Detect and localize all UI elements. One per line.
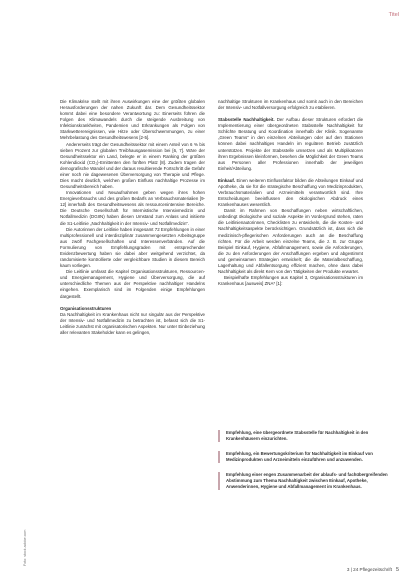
recommendation-boxes (218, 430, 388, 499)
paragraph-text: Der Aufbau dieser Strukturen erfordert die Implementierung einer übergeordneten Stabsstelle Nachhaltigkeit für Schlichte Beratung und Koordination innerhalb der Klinik. Sogenannte „Green Teams“ in den einzelnen Abteilungen oder auf den Stationen können dabei nachhaltiges Handeln im regulären Betrieb zusätzlich unterstützen. Projekte der Stabsstelle umsetzen und als Multiplikatoren ihren Ergebnissen kleinformen, besehen die Möglichkeit der Green Teams aus Personen aller Professionen innerhalb der jeweiligen Einheit/Abteilung. (218, 117, 364, 171)
recommendation-box: Empfehlung einer engen Zusammenarbeit der ablaufs- und fachübergreifenden Abstimmung zum Thema Nachhaltigkeit zwischen Einkauf, Apotheke, Anwenderinnen, Hygiene und Abfallmanagement im Krankenhaus. (218, 472, 388, 490)
inline-heading: Einkauf. (218, 177, 236, 183)
recommendation-box: Empfehlung, eine übergeordnete Stabsstelle für Nachhaltigkeit in den Krankenhäusern einzurichten. (218, 430, 388, 442)
paragraph: Die Klimakrise stellt mit ihren Auswirkungen eine der größten globalen Herausforderungen der nahen Zukunft dar. Dem Gesundheitssektor kommt dabei eine besondere Verantwortung zu: Einerseits führen die Folgen des Klimawandels durch die steigende Ausbreitung von Infektionskrankheiten, Pandemien und Erkrankungen als Folgen von Starkwetterereignissen, wie Hitze oder Überschwemmungen, zu einer Mehrbelastung des Gesundheitswesens [2-5]. (60, 99, 205, 141)
journal-name: 3 | 24 Pflegezeitschrift (346, 567, 392, 572)
right-column (218, 99, 363, 287)
paragraph (218, 178, 363, 208)
paragraph (218, 117, 363, 172)
photo-credit: Foto: stock.adobe.com (23, 529, 27, 566)
inline-heading: Stabsstelle Nachhaltigkeit. (218, 117, 275, 123)
paragraph: nachhaltige Strukturen im Krankenhaus und somit auch in den Bereichen der Intensiv- und Notfallversorgung erfolgreich zu etablieren. (218, 99, 363, 111)
recommendation-box: Empfehlung, ein Bewertungskriterium für Nachhaltigkeit im Einkauf von Medizinprodukten und Arzneimitteln einzuführen und anzuwenden. (218, 451, 388, 463)
page-number: 5 (396, 567, 399, 573)
paragraph: Andererseits trägt der Gesundheitssektor mit einem Anteil von 6 % bis sieben Prozent zur globalen Treibhausgasemission bei [6, 7]. Wäre der Gesundheitssektor ein Land, belegte er in einem Ranking der größten Kohlendioxid (CO₂)-Emittenten den fünften Platz [8]. Zudem tragen der demografische Wandel und der daraus resultierende Fortschritt die Gefahr einer noch nie dagewesenen Überversorgung von Therapie und Pflege. Dies macht deutlich, welchen großen Einfluss nachhaltige Prozesse im Gesundheitsbereich haben. (60, 141, 205, 190)
section-label: Titel (388, 12, 399, 18)
paragraph: Die Autorinnen der Leitlinie haben insgesamt 72 Empfehlungen in einer multiprofessionell und interdisziplinär zusammengesetzten Arbeitsgruppe aus zwölf Fachgesellschaften und Interessenverbänden. Auf die Formulierung von Empfehlungsgraden mit entsprechender Evidenzbewertung haben sie dabei aber weitgehend verzichtet, da randomisierte kontrollierte oder vergleichbare Studien in diesem Bereich kaum vorliegen. (60, 226, 205, 269)
page-footer (347, 567, 399, 573)
paragraph: Damit im Rahmen von Beschaffungen neben wirtschaftlichen, unbedingt ökologische und soziale Aspekte im Vordergrund stehen, raten die Leitlinienautorinnen, Checklisten zu entwickeln, die die Kosten- und Nachhaltigkeitsaspekte berücksichtigen. Grundsätzlich ist, dass sich die medizinisch-pflegerischen Anforderungen auch an die Beschaffung richten. Für die Arbeit werden einzelne Teams, die z. B. zur Gruppe Beispiel Einkauf, Hygiene, Abfallmanagement, sowie die Anforderungen, die zu den Anforderungen der Anschaffungen ergeben und abgestimmt und gemeinsamen Strategien entwickelt; die die Materialbeschaffung, Lagerhaltung und Abfallentsorgung effizient machen, ohne dass dabei Nachhaltigkeit als direkt Kern von den Tätigkeiten der Produkte erwartet. (218, 208, 363, 275)
paragraph: Die Leitlinie umfasst die Kapitel Organisationsstrukturen, Ressourcen- und Energiemanagement, Hygiene und Überversorgung, die auf unterschiedliche Themen aus der Perspektive nachhaltiger Handelns eingehen. Exemplarisch sind im Folgenden einige Empfehlungen dargestellt. (60, 269, 205, 299)
left-column (60, 99, 205, 336)
paragraph: Da Nachhaltigkeit im Krankenhaus nicht nur singulär aus der Perspektive der Intensiv- und Notfallmedizin zu betrachten ist, befasst sich die S1-Leitlinie zunächst mit organisatorischen Aspekten. Nur unter Einbeziehung aller relevanten Stakeholder kann es gelingen, (60, 311, 205, 335)
subheading: Organisationsstrukturen (60, 305, 112, 311)
paragraph: Innovationen und Neuaufnahmen geben wegen ihres hohen Energieverbrauchs und des großen Bedarfs an Verbrauchsmaterialien [9-12] innerhalb des Gesundheitswesens als ressourcenintensive Bereiche. Die Deutsche Gesellschaft für Internistische Intensivmedizin und Notfallmedizin (DGIIN) haben diesen Umstand zum Anlass und initiierte die S1-Leitlinie „Nachhaltigkeit in der Intensiv- und Notfallmedizin“. (60, 190, 205, 226)
paragraph-text: Einen weiteren Einflussfaktor bilden die Abteilungen Einkauf und Apotheke, da sie für die strategische Beschaffung von Medizinprodukten, Verbrauchsmaterialien und Arzneimitteln verantwortlich sind. Ihre Entscheidungen beeinflussen den ökologischen Abdruck eines Krankenhauses wesentlich. (218, 177, 363, 208)
paragraph: Beispielhafte Empfehlungen aus Kapitel 3, Organisationsstrukturen im Krankenhaus [ausweis] ZNA* [1]: (218, 275, 363, 287)
